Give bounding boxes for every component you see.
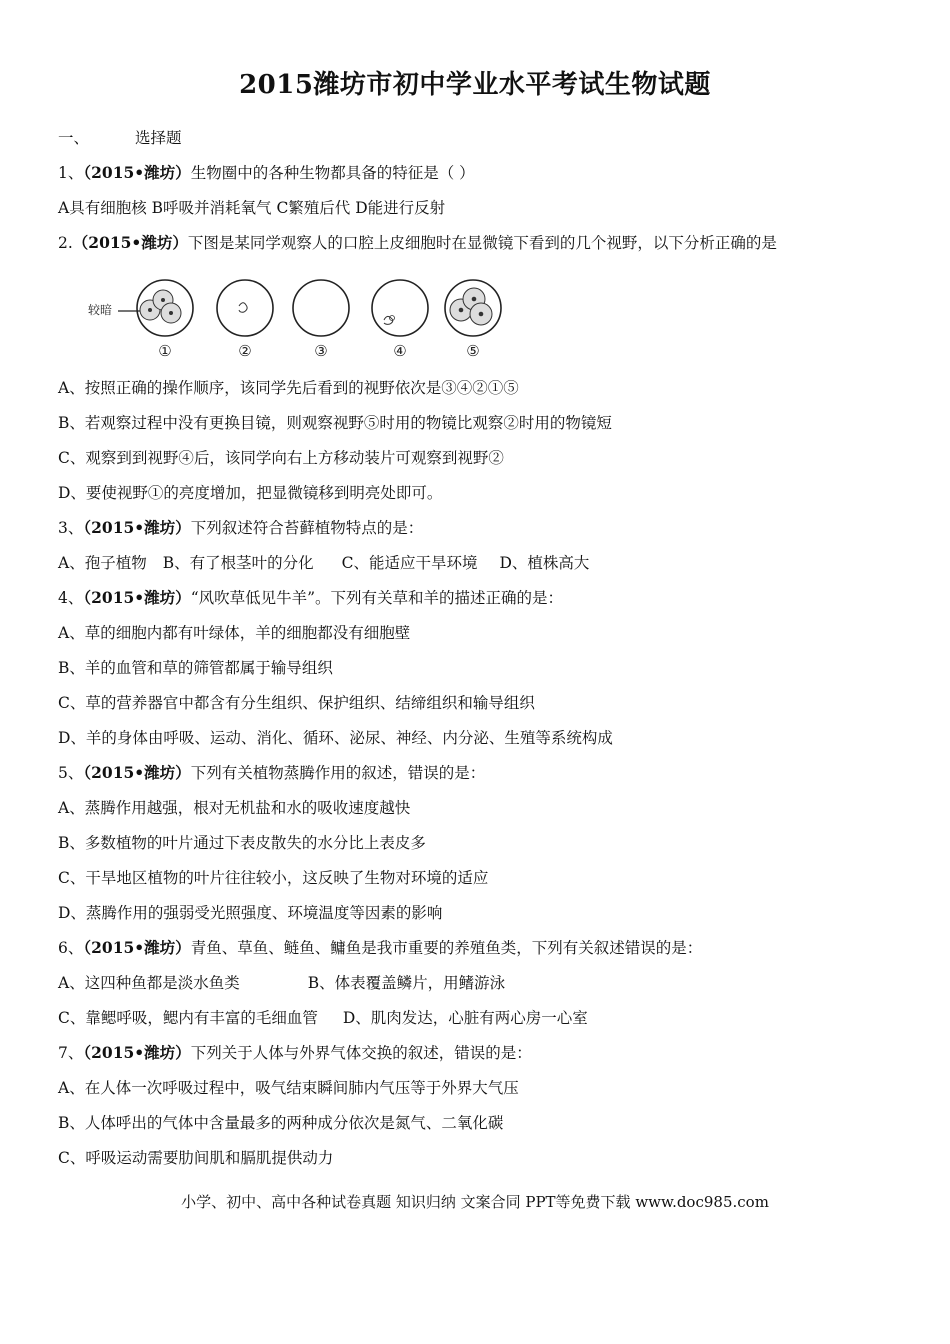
question-3-option-d: D、植株高大 <box>499 554 590 572</box>
question-2-option-a: A、按照正确的操作顺序，该同学先后看到的视野依次是③④②①⑤ <box>58 379 519 397</box>
question-7-stem: 7、（2015•潍坊）下列关于人体与外界气体交换的叙述，错误的是： <box>58 1043 532 1062</box>
question-7-option-a: A、在人体一次呼吸过程中，吸气结束瞬间肺内气压等于外界大气压 <box>58 1079 519 1097</box>
question-source: （2015•潍坊） <box>83 1043 191 1062</box>
field-label-5: ⑤ <box>466 342 480 360</box>
question-3-option-a: A、孢子植物 <box>58 554 147 572</box>
question-6-option-a: A、这四种鱼都是淡水鱼类 <box>58 974 240 992</box>
question-1-stem: 1、（2015•潍坊）生物圈中的各种生物都具备的特征是（ ） <box>58 163 475 182</box>
question-6-option-c: C、靠鳃呼吸，鳃内有丰富的毛细血管 <box>58 1009 318 1027</box>
pointer-label: 较暗 <box>88 303 113 317</box>
question-source: （2015•潍坊） <box>83 763 191 782</box>
field-4 <box>372 280 428 336</box>
question-7-option-b: B、人体呼出的气体中含量最多的两种成分依次是氮气、二氧化碳 <box>58 1114 504 1132</box>
question-source: （2015•潍坊） <box>72 233 188 252</box>
question-5-stem: 5、（2015•潍坊）下列有关植物蒸腾作用的叙述，错误的是： <box>58 763 486 782</box>
field-5 <box>445 280 501 336</box>
question-source: （2015•潍坊） <box>83 518 191 537</box>
question-4-option-a: A、草的细胞内都有叶绿体，羊的细胞都没有细胞壁 <box>58 624 411 642</box>
field-3 <box>293 280 349 336</box>
question-2-option-d: D、要使视野①的亮度增加，把显微镜移到明亮处即可。 <box>58 484 443 502</box>
section-label: 选择题 <box>135 129 182 147</box>
question-2-option-c: C、观察到到视野④后，该同学向右上方移动装片可观察到视野② <box>58 449 504 467</box>
section-heading <box>58 128 182 148</box>
question-4-option-d: D、羊的身体由呼吸、运动、消化、循环、泌尿、神经、内分泌、生殖等系统构成 <box>58 729 613 747</box>
question-6-options-ab <box>58 973 505 993</box>
question-4-stem: 4、（2015•潍坊）“风吹草低见牛羊”。下列有关草和羊的描述正确的是： <box>58 588 564 607</box>
question-6-option-b: B、体表覆盖鳞片，用鳍游泳 <box>307 974 506 992</box>
question-1-options: A具有细胞核 B呼吸并消耗氧气 C繁殖后代 D能进行反射 <box>58 199 446 217</box>
field-label-2: ② <box>238 342 252 360</box>
question-5-option-a: A、蒸腾作用越强，根对无机盐和水的吸收速度越快 <box>58 799 411 817</box>
page-title: 2015潍坊市初中学业水平考试生物试题 <box>239 70 711 100</box>
question-7-option-c: C、呼吸运动需要肋间肌和膈肌提供动力 <box>58 1149 334 1167</box>
question-5-option-b: B、多数植物的叶片通过下表皮散失的水分比上表皮多 <box>58 834 426 852</box>
question-2-option-b: B、若观察过程中没有更换目镜，则观察视野⑤时用的物镜比观察②时用的物镜短 <box>58 414 612 432</box>
field-label-1: ① <box>158 342 172 360</box>
field-label-4: ④ <box>393 342 407 360</box>
question-source: （2015•潍坊） <box>83 938 191 957</box>
question-5-option-d: D、蒸腾作用的强弱受光照强度、环境温度等因素的影响 <box>58 904 443 922</box>
section-number: 一、 <box>58 129 90 147</box>
question-2-stem: 2.（2015•潍坊）下图是某同学观察人的口腔上皮细胞时在显微镜下看到的几个视野，以下分析正确的是 <box>58 233 777 252</box>
question-4-option-b: B、羊的血管和草的筛管都属于输导组织 <box>58 659 333 677</box>
question-6-stem: 6、（2015•潍坊）青鱼、草鱼、鲢鱼、鳙鱼是我市重要的养殖鱼类，下列有关叙述错误的是： <box>58 938 703 957</box>
field-1 <box>137 280 193 336</box>
field-2 <box>217 280 273 336</box>
question-source: （2015•潍坊） <box>83 163 191 182</box>
page-footer: 小学、初中、高中各种试卷真题 知识归纳 文案合同 PPT等免费下载 www.doc985.com <box>181 1193 769 1211</box>
microscope-fields-figure <box>88 268 518 362</box>
question-3-option-c: C、能适应干旱环境 <box>341 554 478 572</box>
question-3-stem: 3、（2015•潍坊）下列叙述符合苔藓植物特点的是： <box>58 518 424 537</box>
field-label-3: ③ <box>314 342 328 360</box>
question-6-option-d: D、肌肉发达，心脏有两心房一心室 <box>342 1009 588 1027</box>
question-3-options <box>58 553 589 573</box>
question-5-option-c: C、干旱地区植物的叶片往往较小，这反映了生物对环境的适应 <box>58 869 489 887</box>
question-3-option-b: B、有了根茎叶的分化 <box>162 554 314 572</box>
question-6-options-cd <box>58 1008 588 1028</box>
question-source: （2015•潍坊） <box>83 588 191 607</box>
question-4-option-c: C、草的营养器官中都含有分生组织、保护组织、结缔组织和输导组织 <box>58 694 535 712</box>
